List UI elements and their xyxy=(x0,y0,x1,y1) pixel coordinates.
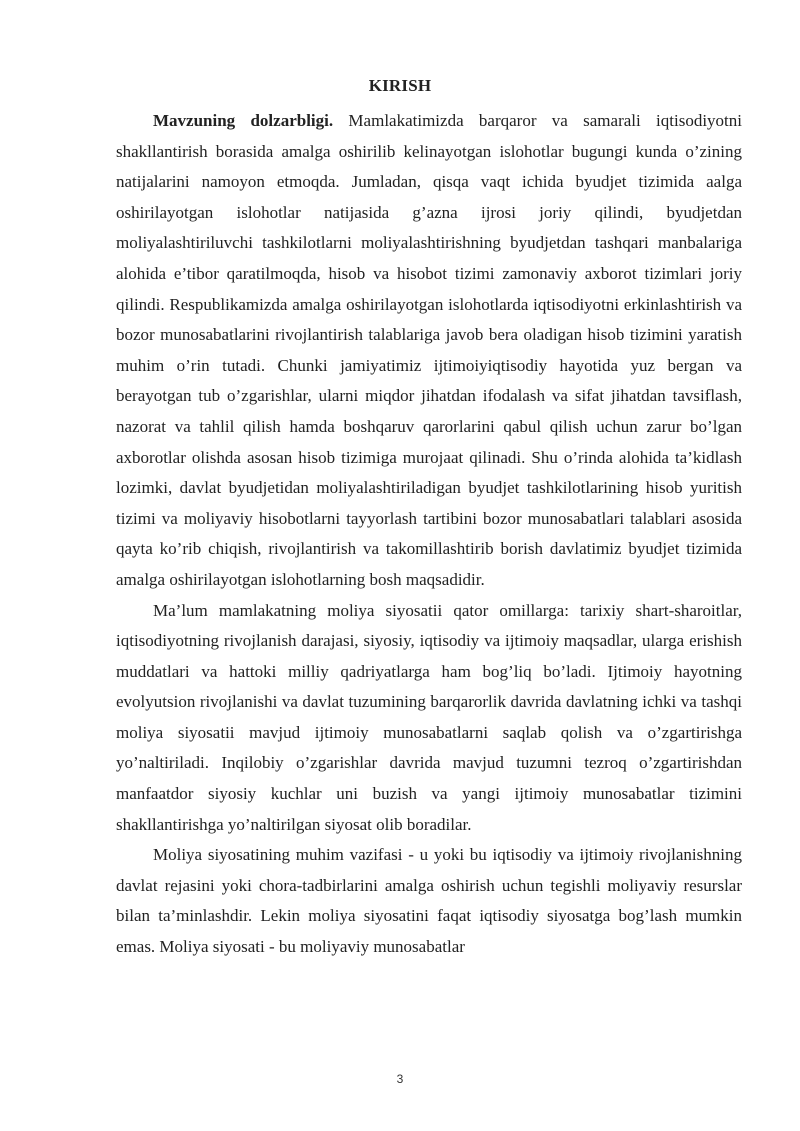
paragraph-text: Mamlakatimizda barqaror va samarali iqtisodiyotni shakllantirish borasida amalga oshirilib kelinayotgan islohotlar bugungi kunda o’zining natijalarini namoyon etmoqda. Jumladan, qisqa vaqt ichida byudjet tizimida aalga oshirilayotgan islohotlar natijasida g’azna ijrosi joriy qilindi, byudjetdan moliyalashtiriluvchi tashkilotlarni moliyalashtirishning byudjetdan tashqari manbalariga alohida e’tibor qaratilmoqda, hisob va hisobot tizimi zamonaviy axborot tizimlari joriy qilindi. Respublikamizda amalga oshirilayotgan islohotlarda iqtisodiyotni erkinlashtirish va bozor munosabatlarini rivojlantirish talablariga javob bera oladigan hisob tizimini yaratish muhim o’rin tutadi. Chunki jamiyatimiz ijtimoiyiqtisodiy hayotida yuz bergan va berayotgan tub o’zgarishlar, ularni miqdor jihatdan ifodalash va sifat jihatdan tavsiflash, nazorat va tahlil qilish hamda boshqaruv qarorlarini qabul qilish uchun zarur bo’lgan axborotlar olishda asosan hisob tizimiga murojaat qilinadi. Shu o’rinda alohida ta’kidlash lozimki, davlat byudjetidan moliyalashtiriladigan byudjet tashkilotlarining hisob yuritish tizimi va moliyaviy hisobotlarni tayyorlash tartibini bozor munosabatlari talablari asosida qayta ko’rib chiqish, rivojlantirish va takomillashtirib borish davlatimiz byudjet tizimida amalga oshirilayotgan islohotlarning bosh maqsadidir. xyxy=(116,111,742,589)
paragraph-finance-policy xyxy=(116,596,742,841)
paragraph-text: Ma’lum mamlakatning moliya siyosatii qator omillarga: tarixiy shart-sharoitlar, iqtisodiyotning rivojlanish darajasi, siyosiy, iqtisodiy va ijtimoiy maqsadlar, ularga erishish muddatlari va hattoki milliy qadriyatlarga ham bog’liq bo’ladi. Ijtimoiy hayotning evolyutsion rivojlanishi va davlat tuzumining barqarorlik davrida davlatning ichki va tashqi moliya siyosatii mavjud ijtimoiy munosabatlarni saqlab qolish va o’zgartirishga yo’naltiriladi. Inqilobiy o’zgarishlar davrida mavjud tuzumni tezroq o’zgartirishdan manfaatdor siyosiy kuchlar uni buzish va yangi ijtimoiy munosabatlar tizimini shakllantirishga yo’naltirilgan siyosat olib boradilar. xyxy=(116,600,742,834)
page-number: 3 xyxy=(396,1072,404,1086)
body-text xyxy=(116,106,742,963)
paragraph-policy-tasks xyxy=(116,840,742,962)
page-title: KIRISH xyxy=(368,76,432,95)
paragraph-text: Moliya siyosatining muhim vazifasi - u yoki bu iqtisodiy va ijtimoiy rivojlanishning davlat rejasini yoki chora-tadbirlarini amalga oshirish uchun tegishli moliyaviy resurslar bilan ta’minlashdir. Lekin moliya siyosatini faqat iqtisodiy siyosatga bog’lash mumkin emas. Moliya siyosati - bu moliyaviy munosabatlar xyxy=(116,845,742,957)
paragraph-lead: Mavzuning dolzarbligi. xyxy=(153,111,334,130)
paragraph-relevance xyxy=(116,106,742,596)
